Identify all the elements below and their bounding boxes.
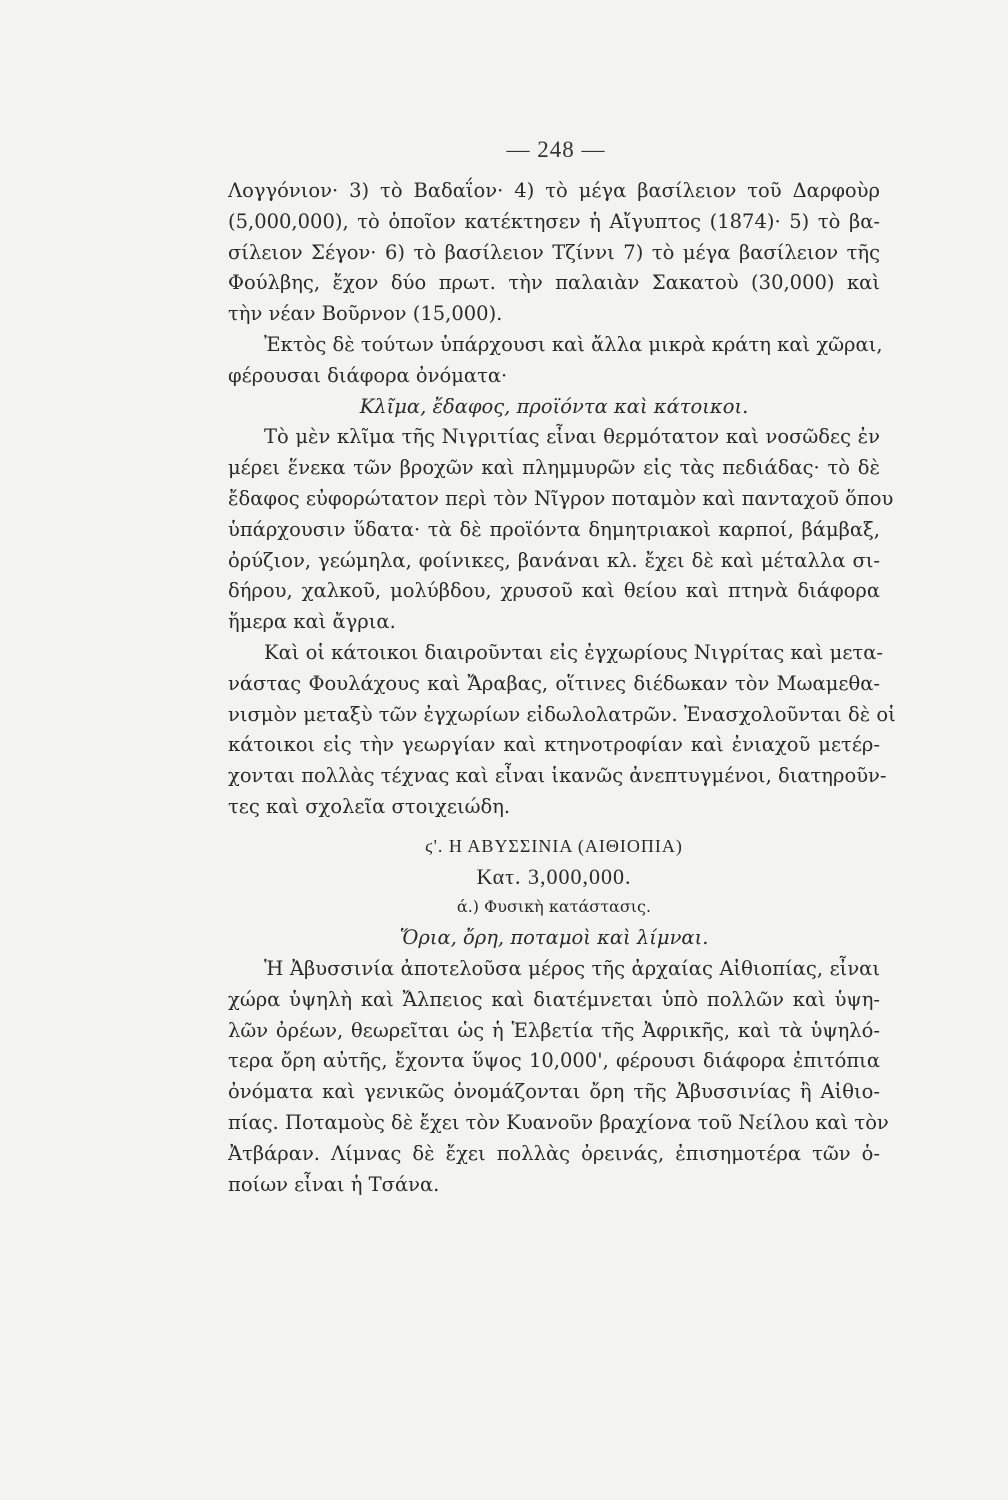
text-line: χώρα ὑψηλὴ καὶ Ἄλπειος καὶ διατέμνεται ὑπὸ πολλῶν καὶ ὑψη- [228,987,880,1011]
text-line: Τὸ μὲν κλῖμα τῆς Νιγριτίας εἶναι θερμότατον καὶ νοσῶδες ἐν [264,425,880,449]
chapter-subheading: ά.) Φυσικὴ κατάστασις. [456,897,652,917]
text-line: σίλειον Σέγον· 6) τὸ βασίλειον Τζίννι 7) τὸ μέγα βασίλειον τῆς [228,240,880,264]
text-line: Καὶ οἱ κάτοικοι διαιροῦνται εἰς ἐγχωρίους Νιγρίτας καὶ μετα- [264,640,883,664]
section-heading: ϛ'. Η ΑΒΥΣΣΙΝΙΑ (ΑΙΘΙΟΠΙΑ) [425,835,683,856]
population-heading: Κατ. 3,000,000. [476,863,632,889]
text-line: ἥμερα καὶ ἄγρια. [228,610,396,634]
text-line: Φούλβης, ἔχον δύο πρωτ. τὴν παλαιὰν Σακατοὺ (30,000) καὶ [228,271,880,295]
text-line: δήρου, χαλκοῦ, μολύβδου, χρυσοῦ καὶ θείου καὶ πτηνὰ διάφορα [228,579,880,603]
text-line: Ἡ Ἀβυσσινία ἀποτελοῦσα μέρος τῆς ἀρχαίας Αἰθιοπίας, εἶναι [264,956,880,980]
text-line: Λογγόνιον· 3) τὸ Βαδαΐον· 4) τὸ μέγα βασίλειον τοῦ Δαρφοὺρ [228,179,880,202]
text-line: ποίων εἶναι ἡ Τσάνα. [228,1172,440,1196]
text-line: τες καὶ σχολεῖα στοιχειώδη. [228,794,511,818]
text-line: τὴν νέαν Βοῦρνον (15,000). [228,302,503,326]
subsection-heading: Ὅρια, ὄρη, ποταμοὶ καὶ λίμναι. [399,926,709,950]
text-line: φέρουσαι διάφορα ὀνόματα· [228,363,508,387]
subsection-heading: Κλῖμα, ἔδαφος, προϊόντα καὶ κάτοικοι. [359,394,749,418]
text-line: πίας. Ποταμοὺς δὲ ἔχει τὸν Κυανοῦν βραχίονα τοῦ Νείλου καὶ τὸν [228,1110,889,1134]
text-line: ὀνόματα καὶ γενικῶς ὀνομάζονται ὄρη τῆς Ἀβυσσινίας ἢ Αἰθιο- [228,1080,880,1104]
text-line: νισμὸν μεταξὺ τῶν ἐγχωρίων εἰδωλολατρῶν. Ἐνασχολοῦνται δὲ οἱ [228,702,896,726]
text-line: κάτοικοι εἰς τὴν γεωργίαν καὶ κτηνοτροφίαν καὶ ἐνιαχοῦ μετέρ- [228,733,880,757]
text-line: τερα ὄρη αὐτῆς, ἔχοντα ὕψος 10,000', φέρουσι διάφορα ἐπιτόπια [228,1049,880,1073]
text-line: ἔδαφος εὐφορώτατον περὶ τὸν Νῖγρον ποταμὸν καὶ πανταχοῦ ὅπου [228,486,894,510]
text-line: Ἀτβάραν. Λίμνας δὲ ἔχει πολλὰς ὀρεινάς, ἐπισημοτέρα τῶν ὁ- [228,1141,880,1165]
page-body [228,176,896,1200]
text-line: νάστας Φουλάχους καὶ Ἄραβας, οἵτινες διέδωκαν τὸν Μωαμεθα- [228,671,880,695]
text-line: ὀρύζιον, γεώμηλα, φοίνικες, βανάναι κλ. ἔχει δὲ καὶ μέταλλα σι- [228,548,880,572]
text-line: μέρει ἕνεκα τῶν βροχῶν καὶ πλημμυρῶν εἰς τὰς πεδιάδας· τὸ δὲ [228,456,880,480]
text-line: Ἐκτὸς δὲ τούτων ὑπάρχουσι καὶ ἄλλα μικρὰ κράτη καὶ χῶραι, [264,332,883,356]
text-line: ὑπάρχουσιν ὕδατα· τὰ δὲ προϊόντα δημητριακοὶ καρποί, βάμβαξ, [228,517,880,541]
page-number: — 248 — [506,137,606,162]
text-line: λῶν ὀρέων, θεωρεῖται ὡς ἡ Ἑλβετία τῆς Ἀφρικῆς, καὶ τὰ ὑψηλό- [228,1018,880,1042]
text-line: χονται πολλὰς τέχνας καὶ εἶναι ἱκανῶς ἀνεπτυγμένοι, διατηροῦν- [228,764,887,788]
text-line: (5,000,000), τὸ ὁποῖον κατέκτησεν ἡ Αἴγυπτος (1874)· 5) τὸ βα- [228,209,880,233]
